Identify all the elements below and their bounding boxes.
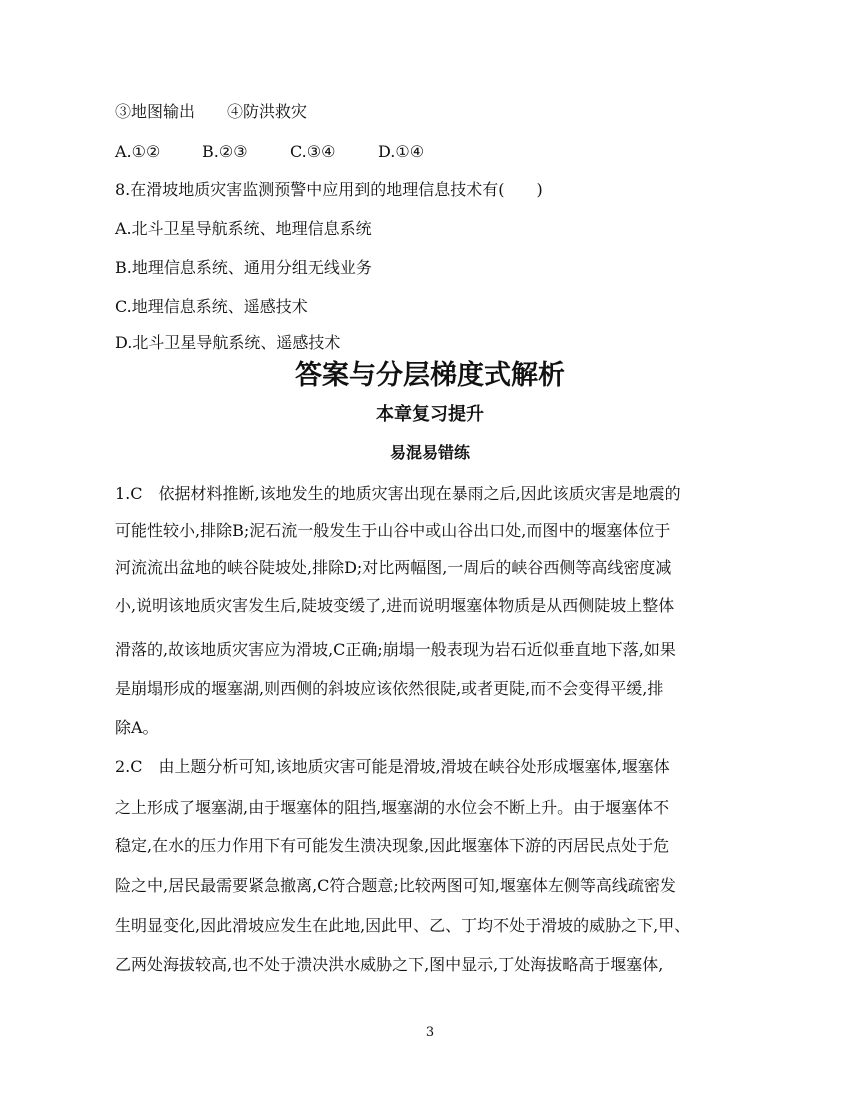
answer-2-line: 乙两处海拔较高,也不处于溃决洪水威胁之下,图中显示,丁处海拔略高于堰塞体, xyxy=(115,955,664,974)
choice-b: B.②③ xyxy=(202,142,248,161)
answer-1-line: 是崩塌形成的堰塞湖,则西侧的斜坡应该依然很陡,或者更陡,而不会变得平缓,排 xyxy=(115,679,664,698)
answer-1-line: 1.C 依据材料推断,该地发生的地质灾害出现在暴雨之后,因此该质灾害是地震的 xyxy=(115,484,681,503)
answer-choices-q7 xyxy=(115,142,424,162)
answer-1-line: 小,说明该地质灾害发生后,陡坡变缓了,进而说明堰塞体物质是从西侧陡坡上整体 xyxy=(115,596,675,615)
question-8-option-d: D.北斗卫星导航系统、遥感技术 xyxy=(115,333,341,352)
answer-2-line: 2.C 由上题分析可知,该地质灾害可能是滑坡,滑坡在峡谷处形成堰塞体,堰塞体 xyxy=(115,757,670,776)
answer-2-line: 之上形成了堰塞湖,由于堰塞体的阻挡,堰塞湖的水位会不断上升。由于堰塞体不 xyxy=(115,798,670,817)
answer-2-line: 稳定,在水的压力作用下有可能发生溃决现象,因此堰塞体下游的丙居民点处于危 xyxy=(115,836,670,855)
answer-1-line: 可能性较小,排除B;泥石流一般发生于山谷中或山谷出口处,而图中的堰塞体位于 xyxy=(115,521,671,540)
choice-a: A.①② xyxy=(115,142,161,161)
options-line-3-4: ③地图输出 ④防洪救灾 xyxy=(115,102,308,121)
answers-title: 答案与分层梯度式解析 xyxy=(295,360,565,391)
answer-1-line: 滑落的,故该地质灾害应为滑坡,C正确;崩塌一般表现为岩石近似垂直地下落,如果 xyxy=(115,640,676,659)
answer-1-line: 除A。 xyxy=(115,718,159,737)
section-heading: 本章复习提升 xyxy=(376,404,484,425)
choice-d: D.①④ xyxy=(378,142,425,161)
subsection-heading: 易混易错练 xyxy=(389,443,470,462)
question-8-stem: 8.在滑坡地质灾害监测预警中应用到的地理信息技术有( ) xyxy=(115,180,543,199)
choice-c: C.③④ xyxy=(290,142,336,161)
question-8-option-b: B.地理信息系统、通用分组无线业务 xyxy=(115,258,372,277)
answer-2-line: 险之中,居民最需要紧急撤离,C符合题意;比较两图可知,堰塞体左侧等高线疏密发 xyxy=(115,876,676,895)
answer-2-line: 生明显变化,因此滑坡应发生在此地,因此甲、乙、丁均不处于滑坡的威胁之下,甲、 xyxy=(115,916,691,935)
question-8-option-c: C.地理信息系统、遥感技术 xyxy=(115,297,308,316)
answer-1-line: 河流流出盆地的峡谷陡坡处,排除D;对比两幅图,一周后的峡谷西侧等高线密度减 xyxy=(115,558,672,577)
page-number: 3 xyxy=(425,1025,435,1040)
question-8-option-a: A.北斗卫星导航系统、地理信息系统 xyxy=(115,219,372,238)
